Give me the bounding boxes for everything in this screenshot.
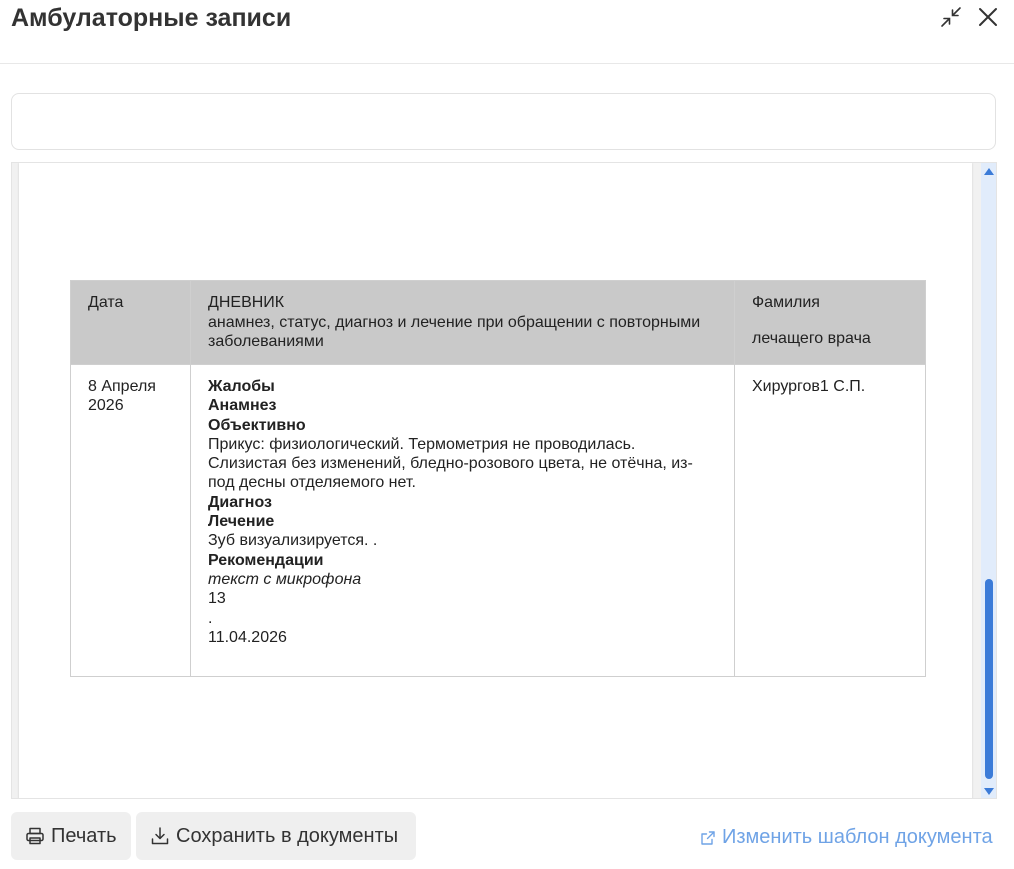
save-label: Сохранить в документы (176, 824, 399, 847)
header-doctor-line1: Фамилия (752, 294, 820, 311)
entry-line-date: 11.04.2026 (208, 628, 287, 646)
close-button[interactable] (977, 6, 999, 28)
header-doctor-line2: лечащего врача (752, 330, 871, 347)
anamnesis-label: Анамнез (208, 397, 277, 415)
objective-text: Прикус: физиологический. Термометрия не проводилась. Слизистая без изменений, бледно-розового цвета, не отёчна, из-под десны отделяемого нет. (208, 435, 693, 492)
print-label: Печать (51, 824, 117, 847)
toolbar-panel (11, 93, 996, 150)
edit-template-label: Изменить шаблон документа (722, 826, 993, 848)
header-diary (191, 281, 735, 365)
table-header-row (71, 281, 926, 365)
document-viewer (11, 162, 997, 799)
edit-template-link[interactable] (700, 826, 993, 849)
diagnosis-label: Диагноз (208, 493, 272, 511)
printer-icon (25, 826, 45, 846)
treatment-label: Лечение (208, 513, 275, 531)
header-doctor (735, 281, 926, 365)
collapse-icon (940, 6, 962, 28)
entry-line-13: 13 (208, 590, 226, 608)
header-divider (0, 63, 1014, 64)
header-diary-subtitle: анамнез, статус, диагноз и лечение при обращении с повторными заболеваниями (208, 314, 701, 350)
scroll-thumb[interactable] (985, 579, 993, 779)
recommendations-text: текст с микрофона (208, 570, 362, 588)
diary-table (70, 280, 926, 677)
row-date: 8 Апреля 2026 (71, 365, 191, 677)
collapse-button[interactable] (940, 6, 962, 28)
scroll-up-arrow[interactable] (984, 168, 994, 175)
save-to-documents-button[interactable] (136, 812, 416, 860)
download-icon (150, 826, 170, 846)
print-button[interactable] (11, 812, 131, 860)
scroll-down-arrow[interactable] (984, 788, 994, 795)
row-entry (191, 365, 735, 677)
entry-line-dot: . (208, 609, 213, 627)
document-page (19, 163, 972, 799)
external-link-icon (700, 830, 716, 846)
objective-label: Объективно (208, 416, 306, 434)
row-doctor: Хирургов1 С.П. (735, 365, 926, 677)
treatment-text: Зуб визуализируется. . (208, 532, 378, 550)
close-icon (977, 6, 999, 28)
header-diary-title: ДНЕВНИК (208, 294, 285, 311)
complaints-label: Жалобы (208, 378, 275, 395)
recommendations-label: Рекомендации (208, 551, 324, 569)
window-title: Амбулаторные записи (11, 4, 292, 32)
vertical-scrollbar[interactable] (981, 163, 997, 799)
table-row (71, 365, 926, 677)
header-date: Дата (71, 281, 191, 365)
